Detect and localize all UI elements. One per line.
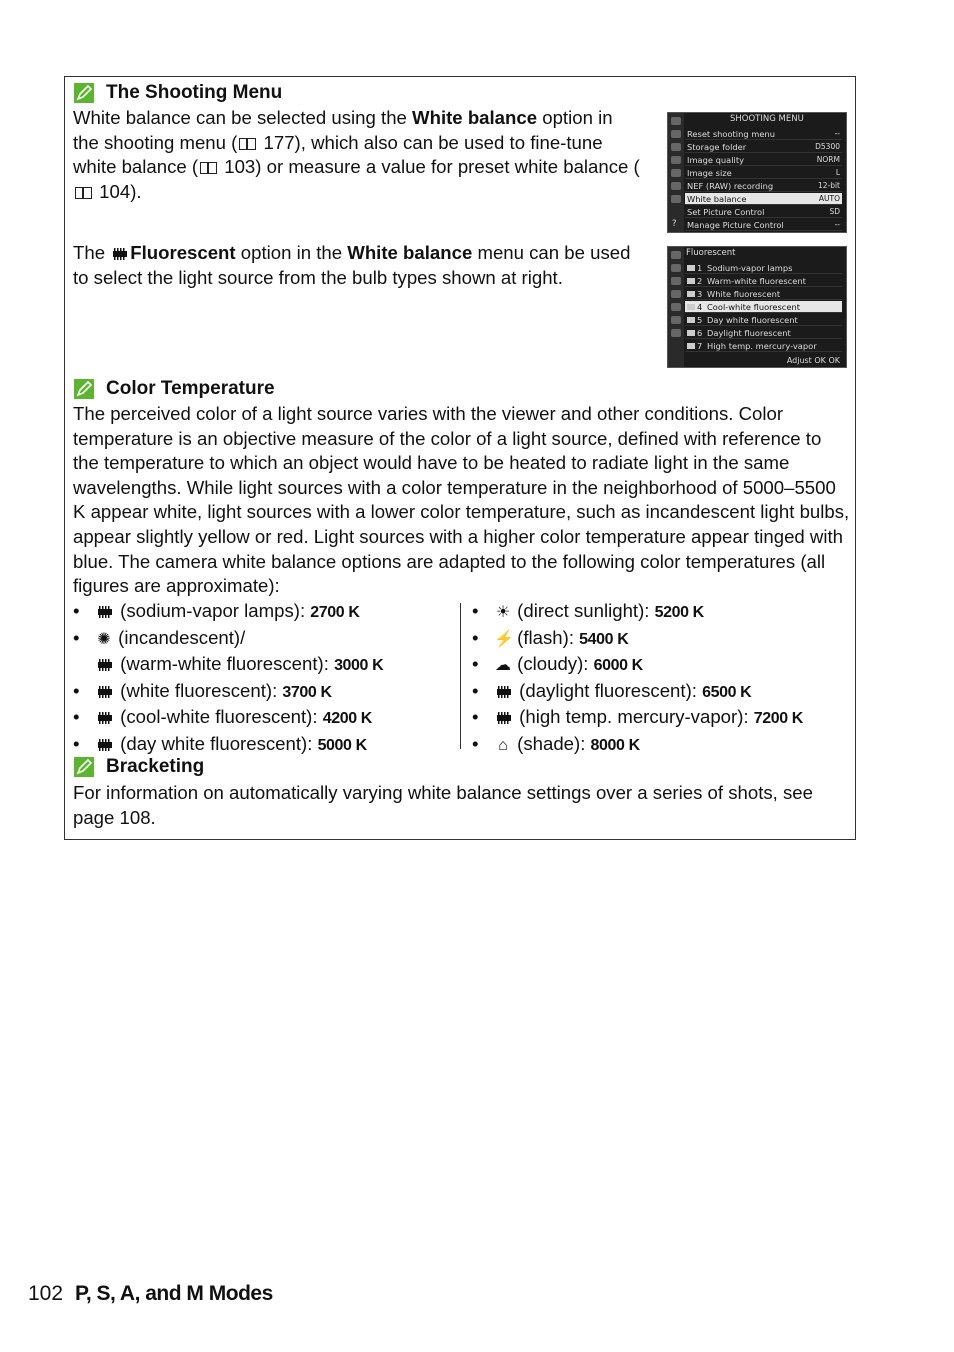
fluorescent-icon — [97, 711, 113, 725]
list-item: • ☁ (cloudy): 6000 K — [472, 652, 852, 679]
incandescent-icon: ✺ — [97, 630, 111, 648]
list-item: (warm-white fluorescent): 3000 K — [73, 652, 458, 679]
note-shooting-menu-heading — [74, 82, 282, 104]
fluorescent-icon — [112, 247, 128, 261]
menu-row: Manage Picture Control -- — [687, 220, 840, 230]
section-title: P, S, A, and M Modes — [75, 1282, 273, 1305]
color-temperature-paragraph: The perceived color of a light source varies with the viewer and other conditions. Color temperature is an objective measure of the color of a light source, defined with reference to the temperature to which an object would have to be heated to radiate light in the same wavelengths. While light sources with a color temperature in the neighborhood of 5000–5500 K appear white, light sources with a lower color temperature, such as incandescent light bulbs, appear slightly yellow or red. Light sources with a higher color temperature appear tinged with blue. The camera white balance options are adapted to the following color temperatures (all figures are approximate): — [73, 403, 850, 597]
fluorescent-menu-screen — [667, 246, 847, 368]
color-temp-list-right — [472, 599, 852, 758]
list-item: • (sodium-vapor lamps): 2700 K — [73, 599, 458, 626]
fluorescent-icon — [97, 738, 113, 752]
fluorescent-icon — [97, 605, 113, 619]
fluorescent-icon — [97, 658, 113, 672]
screen-footer: Adjust OK OK — [786, 356, 840, 365]
menu-row-selected: 4 Cool-white fluorescent — [685, 301, 842, 313]
note-title: Color Temperature — [106, 378, 275, 399]
menu-row: Storage folder D5300 — [687, 142, 840, 152]
menu-row: 1 Sodium-vapor lamps — [685, 262, 842, 274]
shooting-menu-paragraph: White balance can be selected using the White balance option in the shooting menu ( 177), which also can be used to fine-tune white balance ( 103) or measure a value for preset white balance ( 104). — [73, 107, 640, 202]
shade-icon: ⌂ — [498, 736, 508, 754]
fluorescent-icon — [496, 711, 512, 725]
pencil-icon — [74, 379, 94, 399]
list-item: • (day white fluorescent): 5000 K — [73, 732, 458, 759]
book-icon — [75, 187, 92, 199]
list-item: • (white fluorescent): 3700 K — [73, 679, 458, 706]
flash-icon: ⚡ — [494, 630, 514, 648]
menu-row: NEF (RAW) recording 12-bit — [687, 181, 840, 191]
menu-sidebar — [668, 113, 684, 232]
list-item: • (cool-white fluorescent): 4200 K — [73, 705, 458, 732]
menu-row: Image size L — [687, 168, 840, 178]
note-title: Bracketing — [106, 756, 205, 777]
note-color-temperature-heading — [74, 378, 275, 400]
screen-header: Fluorescent — [686, 248, 736, 258]
menu-row: Reset shooting menu -- — [687, 129, 840, 139]
color-temp-list-left — [73, 599, 458, 758]
note-bracketing-heading — [74, 756, 204, 778]
cloud-icon: ☁ — [495, 657, 511, 674]
column-divider — [460, 603, 461, 749]
bracketing-paragraph: For information on automatically varying white balance settings over a series of shots, see page 108. — [73, 782, 813, 828]
menu-row-selected: White balance AUTO — [687, 194, 840, 204]
fluorescent-paragraph: The Fluorescent option in the White balance menu can be used to select the light source from the bulb types shown at right. — [73, 242, 631, 288]
list-item: • (daylight fluorescent): 6500 K — [472, 679, 852, 706]
menu-row: 3 White fluorescent — [685, 288, 842, 300]
help-icon: ? — [672, 219, 677, 229]
list-item: • (high temp. mercury-vapor): 7200 K — [472, 705, 852, 732]
shooting-menu-screen — [667, 112, 847, 233]
page-number: 102 — [28, 1282, 64, 1305]
menu-row: 6 Daylight fluorescent — [685, 327, 842, 339]
menu-sidebar — [668, 247, 684, 367]
screen-header: SHOOTING MENU — [730, 114, 804, 124]
note-title: The Shooting Menu — [106, 82, 283, 103]
list-item: • ⌂ (shade): 8000 K — [472, 732, 852, 759]
book-icon — [239, 138, 256, 150]
book-icon — [200, 162, 217, 174]
menu-row: 7 High temp. mercury-vapor — [685, 340, 842, 352]
pencil-icon — [74, 757, 94, 777]
fluorescent-icon — [97, 685, 113, 699]
menu-row: Image quality NORM — [687, 155, 840, 165]
menu-row: 2 Warm-white fluorescent — [685, 275, 842, 287]
fluorescent-icon — [496, 685, 512, 699]
page-footer — [28, 1282, 273, 1306]
menu-row: 5 Day white fluorescent — [685, 314, 842, 326]
pencil-icon — [74, 83, 94, 103]
menu-row: Set Picture Control SD — [687, 207, 840, 217]
list-item: • ⚡ (flash): 5400 K — [472, 626, 852, 653]
list-item: • ✺ (incandescent)/ — [73, 626, 458, 653]
sun-icon: ☀ — [495, 604, 511, 621]
list-item: • ☀ (direct sunlight): 5200 K — [472, 599, 852, 626]
